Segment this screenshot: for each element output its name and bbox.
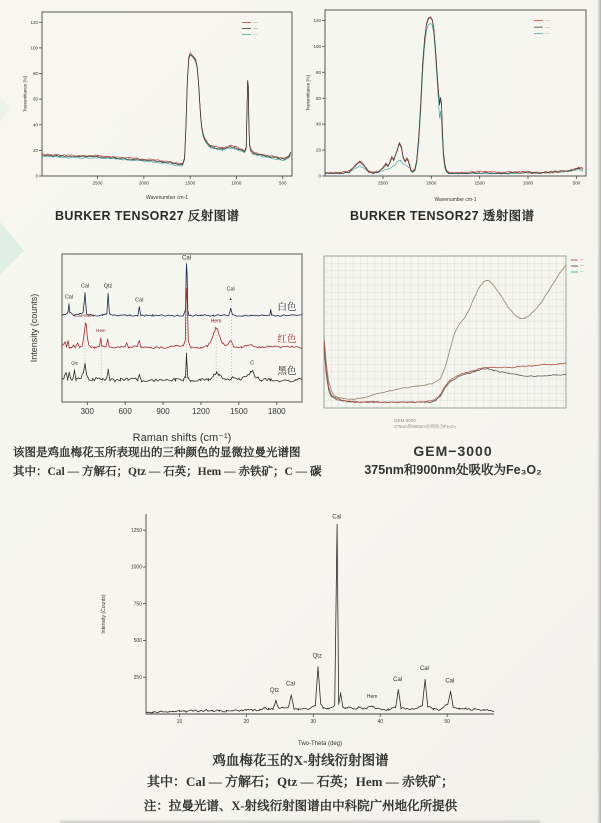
svg-text:40: 40 <box>377 719 384 725</box>
raman-spectra-figure <box>26 246 308 449</box>
svg-text:Cal: Cal <box>80 283 90 290</box>
svg-text:600: 600 <box>118 407 132 416</box>
svg-text:Qtz: Qtz <box>103 283 113 290</box>
svg-text:100: 100 <box>30 45 38 51</box>
ir-transmission-caption: BURKER TENSOR27 透射图谱 <box>350 209 535 223</box>
raman-caption <box>13 444 322 482</box>
svg-text:Cal: Cal <box>445 678 455 685</box>
ir-reflection-spectrum-figure <box>20 4 302 207</box>
svg-text:Cal: Cal <box>332 514 342 521</box>
svg-text:Transmittance [%]: Transmittance [%] <box>22 75 28 113</box>
svg-text:红色: 红色 <box>277 333 297 345</box>
svg-text:80: 80 <box>32 71 38 77</box>
svg-text:1250: 1250 <box>130 527 142 534</box>
svg-text:Intensity (Counts): Intensity (Counts) <box>101 594 107 634</box>
svg-text:Hem: Hem <box>210 318 222 325</box>
svg-text:·······: ······· <box>544 25 550 30</box>
svg-text:1200: 1200 <box>192 407 210 416</box>
svg-text:20: 20 <box>243 719 250 725</box>
svg-text:60: 60 <box>315 95 321 101</box>
svg-text:Transmittance [%]: Transmittance [%] <box>305 74 311 112</box>
gem-small-line1: GEM-3000 <box>394 418 416 423</box>
svg-text:900: 900 <box>156 407 170 416</box>
svg-text:500: 500 <box>278 180 287 186</box>
svg-text:40: 40 <box>32 122 38 128</box>
red-sample <box>325 17 583 174</box>
black-colour-trace <box>62 353 302 382</box>
ir-transmission-spectrum-figure <box>303 4 595 209</box>
svg-text:10: 10 <box>176 719 183 725</box>
svg-text:2000: 2000 <box>138 180 149 186</box>
scan-bottom-shadow <box>60 819 540 823</box>
svg-text:0: 0 <box>35 173 38 179</box>
svg-text:30: 30 <box>310 719 317 725</box>
red-colour-trace <box>62 288 302 348</box>
svg-text:白色: 白色 <box>277 301 297 313</box>
svg-text:1500: 1500 <box>185 180 196 186</box>
svg-text:1000: 1000 <box>130 564 142 571</box>
svg-text:▲: ▲ <box>228 296 233 302</box>
uvvis-spectrum-figure <box>308 250 598 427</box>
svg-text:40: 40 <box>315 121 321 127</box>
svg-text:Cal: Cal <box>182 255 192 262</box>
cyan-sample <box>42 55 291 166</box>
svg-text:80: 80 <box>315 69 321 75</box>
svg-text:50: 50 <box>444 719 450 725</box>
svg-text:120: 120 <box>30 19 38 25</box>
svg-text:······: ······ <box>579 270 584 275</box>
svg-text:300: 300 <box>80 407 94 416</box>
cyan-sample <box>325 23 583 174</box>
svg-text:Cal: Cal <box>226 286 235 293</box>
svg-text:20: 20 <box>315 147 321 153</box>
svg-text:·······: ······· <box>544 18 550 23</box>
scan-artifact-triangle-small <box>0 96 10 122</box>
svg-text:······: ······ <box>579 264 584 269</box>
svg-text:Hem: Hem <box>96 328 106 334</box>
svg-text:Wavenumber cm-1: Wavenumber cm-1 <box>434 197 477 203</box>
svg-text:·······: ······· <box>544 31 550 36</box>
ir-reflection-caption: BURKER TENSOR27 反射图谱 <box>55 209 240 223</box>
gem-caption-block <box>318 443 588 478</box>
svg-text:1000: 1000 <box>522 180 534 186</box>
svg-text:0: 0 <box>318 173 321 179</box>
svg-text:1500: 1500 <box>474 180 485 186</box>
black-sample <box>42 55 291 165</box>
gem-small-line2: 375nm和900nm处吸收为Fe₃O₂ <box>394 424 457 429</box>
svg-text:·······: ······· <box>253 32 258 37</box>
svg-text:60: 60 <box>32 96 38 102</box>
svg-text:Cal: Cal <box>419 665 429 672</box>
svg-text:2500: 2500 <box>92 180 103 186</box>
svg-text:Cal: Cal <box>64 294 74 301</box>
svg-text:Qtz: Qtz <box>269 687 280 694</box>
svg-text:·······: ······· <box>253 26 258 31</box>
svg-text:120: 120 <box>313 17 321 23</box>
diffractogram <box>146 524 494 713</box>
svg-text:Cal+Hem: Cal+Hem <box>75 312 94 318</box>
svg-text:750: 750 <box>133 601 142 608</box>
scan-artifact-triangle <box>0 222 24 274</box>
svg-text:250: 250 <box>133 674 142 681</box>
xrd-title: 鸡血梅花玉的X-射线衍射图谱 <box>212 753 389 768</box>
svg-text:1500: 1500 <box>229 407 248 416</box>
raman-caption-line2: 其中：Cal — 方解石；Qtz — 石英；Hem — 赤铁矿；C — 碳 <box>13 466 322 478</box>
white-colour-trace <box>62 264 302 317</box>
gem-small-print <box>394 418 456 430</box>
svg-text:Raman shifts (cm⁻¹): Raman shifts (cm⁻¹) <box>132 432 232 444</box>
xrd-pattern-figure <box>98 502 508 753</box>
source-note: 注：拉曼光谱、X-射线衍射图谱由中科院广州地化所提供 <box>143 799 458 813</box>
svg-text:Cal: Cal <box>135 297 144 304</box>
svg-text:2500: 2500 <box>377 180 389 186</box>
svg-text:Two-Theta (deg): Two-Theta (deg) <box>297 741 343 747</box>
gem-title: GEM−3000 <box>413 443 493 459</box>
svg-text:Intensity (counts): Intensity (counts) <box>29 293 39 363</box>
svg-text:500: 500 <box>572 180 581 186</box>
red-sample <box>42 53 291 164</box>
svg-text:Wavenumber cm-1: Wavenumber cm-1 <box>145 195 189 201</box>
svg-text:Cal: Cal <box>286 681 296 688</box>
svg-text:·······: ······· <box>253 20 258 25</box>
svg-text:黑色: 黑色 <box>277 366 297 378</box>
gem-subtitle: 375nm和900nm处吸收为Fe₃O₂ <box>364 463 542 477</box>
svg-text:Cal: Cal <box>393 676 403 683</box>
svg-text:2000: 2000 <box>426 180 437 186</box>
svg-text:20: 20 <box>32 147 38 153</box>
svg-text:1000: 1000 <box>231 180 242 186</box>
svg-text:Qtz: Qtz <box>312 653 322 660</box>
svg-text:······: ······ <box>579 258 584 263</box>
svg-text:Hem: Hem <box>366 693 378 700</box>
svg-text:Qtz: Qtz <box>71 360 79 366</box>
xrd-legend-line: 其中：Cal — 方解石；Qtz — 石英；Hem — 赤铁矿； <box>147 774 454 789</box>
svg-text:100: 100 <box>313 43 321 49</box>
svg-text:500: 500 <box>133 638 142 645</box>
svg-text:C: C <box>250 360 255 367</box>
svg-text:1800: 1800 <box>267 407 286 416</box>
raman-caption-line1: 该图是鸡血梅花玉所表现出的三种颜色的显微拉曼光谱图 <box>13 447 301 459</box>
black-sample <box>325 17 583 174</box>
